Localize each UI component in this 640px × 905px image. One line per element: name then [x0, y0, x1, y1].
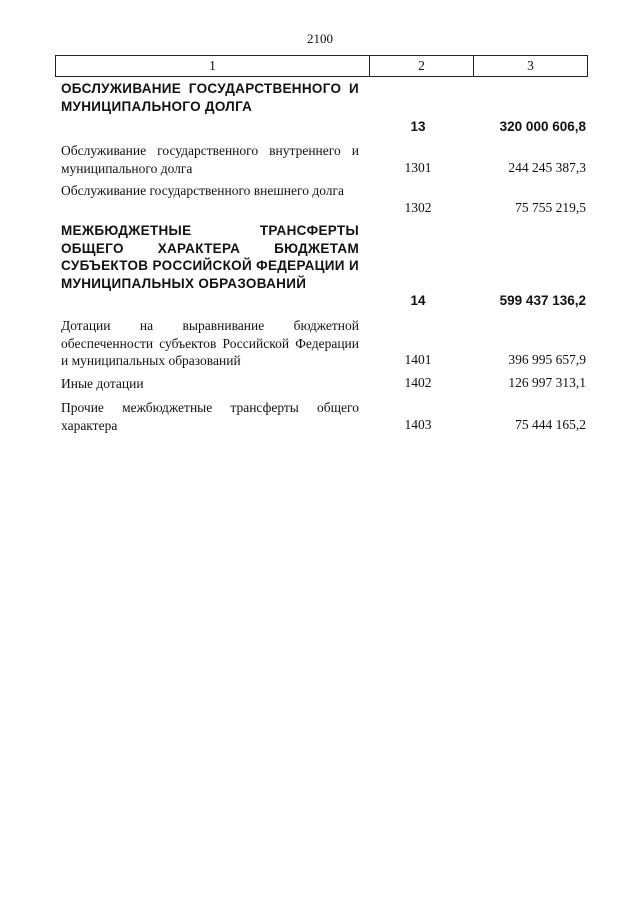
column-header-1: 1: [56, 56, 370, 77]
column-header-table: [55, 55, 588, 77]
row-code: 1301: [404, 160, 432, 175]
row-amount: 320 000 606,8: [499, 119, 586, 134]
row-name: Прочие межбюджетные трансферты общего характера: [61, 400, 359, 433]
row-amount: 396 995 657,9: [508, 352, 586, 367]
page-number: 2100: [307, 31, 333, 46]
row-name: Дотации на выравнивание бюджетной обеспеченности субъектов Российской Федерации и муниципальных образований: [61, 318, 359, 368]
row-code: 13: [410, 119, 426, 134]
column-header-row: [56, 56, 588, 77]
row-name: МЕЖБЮДЖЕТНЫЕ ТРАНСФЕРТЫ ОБЩЕГО ХАРАКТЕРА БЮДЖЕТАМ СУБЪЕКТОВ РОССИЙСКОЙ ФЕДЕРАЦИИ И МУНИЦИПАЛЬНЫХ ОБРАЗОВАНИЙ: [61, 223, 359, 291]
row-amount: 75 755 219,5: [515, 200, 586, 215]
row-amount: 599 437 136,2: [499, 293, 586, 308]
row-amount: 126 997 313,1: [508, 375, 586, 390]
row-code: 1302: [404, 200, 432, 215]
column-header-3: 3: [474, 56, 588, 77]
row-code: 14: [410, 293, 426, 308]
row-name: ОБСЛУЖИВАНИЕ ГОСУДАРСТВЕННОГО И МУНИЦИПАЛЬНОГО ДОЛГА: [61, 81, 359, 114]
row-name: Иные дотации: [61, 376, 144, 391]
row-amount: 75 444 165,2: [515, 417, 586, 432]
row-amount: 244 245 387,3: [508, 160, 586, 175]
row-code: 1401: [404, 352, 432, 367]
row-name: Обслуживание государственного внешнего долга: [61, 183, 345, 198]
row-code: 1403: [404, 417, 432, 432]
row-name: Обслуживание государственного внутреннего и муниципального долга: [61, 143, 359, 176]
row-code: 1402: [404, 375, 432, 390]
column-header-2: 2: [370, 56, 474, 77]
